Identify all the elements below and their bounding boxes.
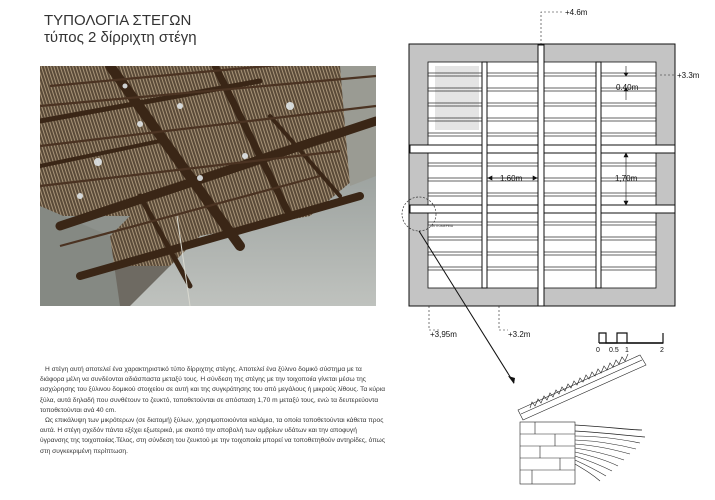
vertical-dimension-label: 1,70m bbox=[615, 174, 638, 183]
title-line-2: τύπος 2 δίρριχτη στέγη bbox=[44, 29, 197, 46]
title-line-1: ΤΥΠΟΛΟΓΙΑ ΣΤΕΓΩΝ bbox=[44, 12, 192, 29]
detail-callout-label: ΛΕΠΤΟΜΕΡΕΙΑ bbox=[430, 224, 453, 228]
scale-label-1: 1 bbox=[625, 347, 629, 354]
scale-label-0: 0 bbox=[596, 347, 600, 354]
scale-bar-labels bbox=[596, 347, 664, 354]
elevation-top-label: +4.6m bbox=[565, 8, 588, 17]
description-paragraph-2: Ως επικάλυψη των μικρότερων (σε διατομή) ξύλων, χρησιμοποιούνται καλάμια, τα οποία τοποθετούνται κάθετα προς αυτά. Η στέγη σχεδόν πάντα εξέχει εξωτερικά, με σκοπό την αποβολή των ομβρίων υδάτων και την αποφυγή ύγρανσης της τοιχοποιίας.Τέλος, στη σύνδεση του ζευκτού με την τοιχοποιία μπορεί να τοποθετηθούν αντηρίδες, όπως στη συγκεκριμένη περίπτωση. bbox=[40, 417, 385, 455]
scale-label-0-5: 0.5 bbox=[609, 347, 619, 354]
scale-label-2: 2 bbox=[660, 347, 664, 354]
description-text bbox=[40, 365, 386, 457]
horizontal-dimension-label: 1.60m bbox=[500, 174, 523, 183]
spacing-dimension-label: 0.40m bbox=[616, 83, 639, 92]
elevation-bottom-left-label: +3,95m bbox=[430, 330, 457, 339]
elevation-right-label: +3.3m bbox=[677, 71, 700, 80]
elevation-bottom-mid-label: +3.2m bbox=[508, 330, 531, 339]
description-paragraph-1: Η στέγη αυτή αποτελεί ένα χαρακτηριστικό τύπο δίρριχτης στέγης. Αποτελεί ένα ξύλινο δομικό σύστημα με τα διάφορα μέλη να συνδέονται αδιάσπαστα μεταξύ τους. Η σύνδεση της στέγης με την τοιχοποιία γίνεται μέσω της εισχώρησης του ξύλινου δομικού στοιχείου σε αυτή και της συγκράτησης του από μεγάλους ή μικρούς λίθους. Τα κύρια ξύλα, αυτά δηλαδή που συνθέτουν το ζευκτό, τοποθετούνται σε απόσταση 1,70 m μεταξύ τους, ενώ τα δευτερεύοντα τοποθετούνται ανά 40 cm. bbox=[40, 366, 386, 414]
